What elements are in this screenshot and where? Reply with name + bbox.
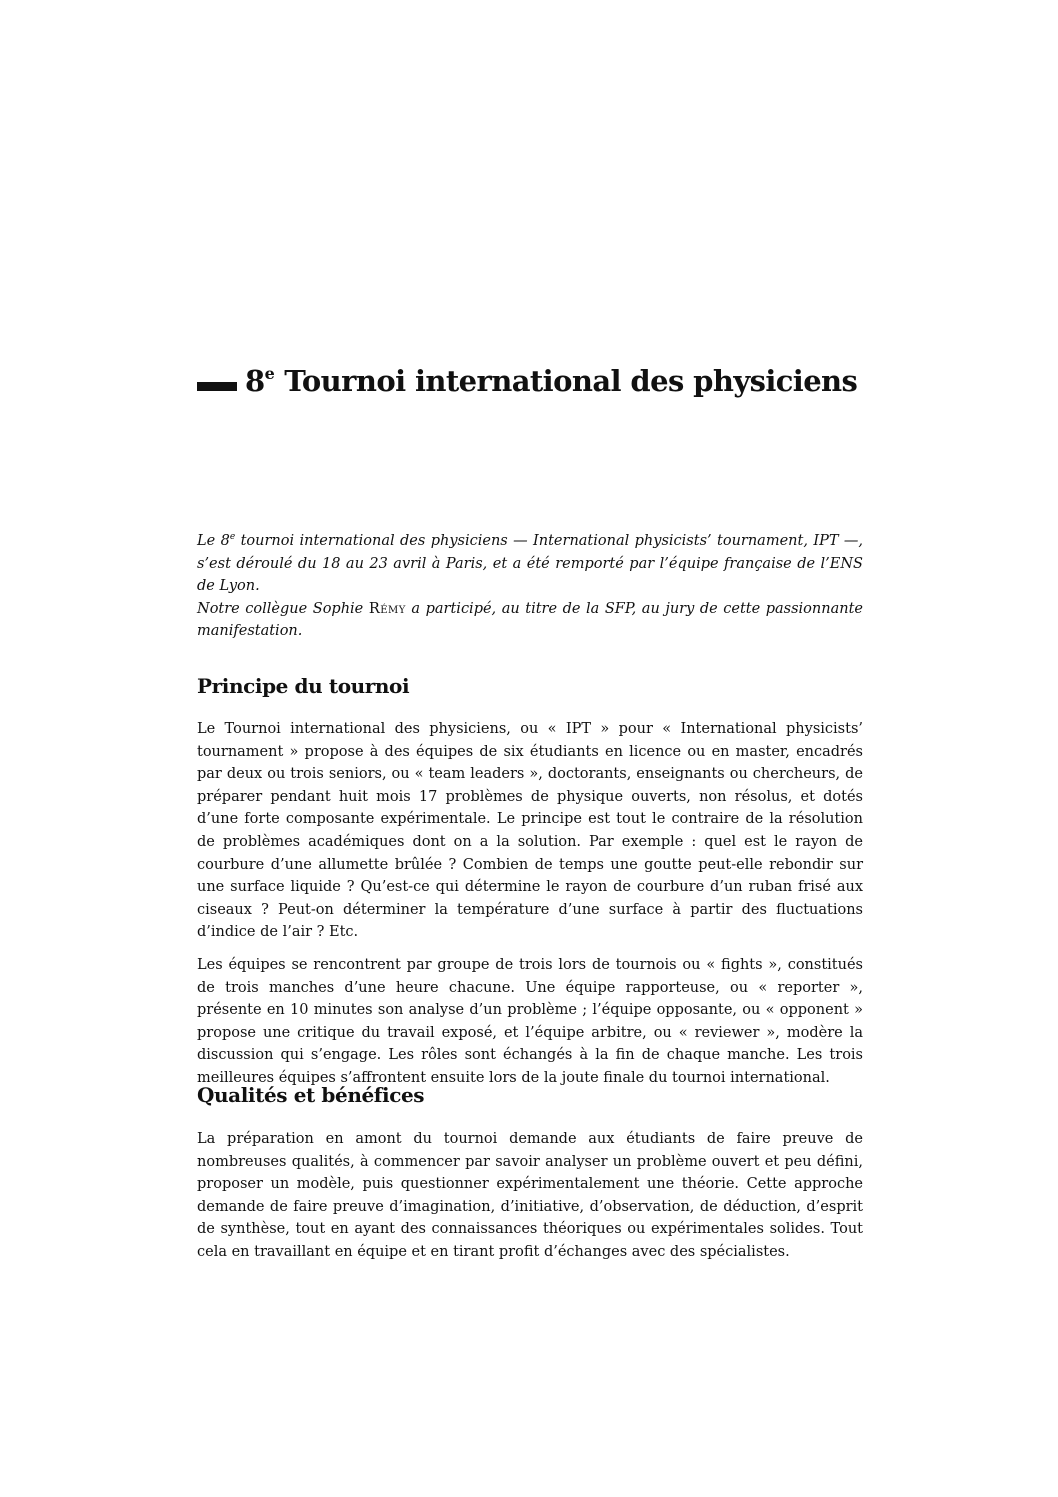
intro-p1-start: Le 8	[197, 533, 230, 549]
title-number: 8	[245, 364, 265, 398]
intro-p2-start: Notre collègue Sophie	[197, 600, 369, 617]
title-superscript: e	[264, 364, 275, 383]
section-heading-qualites: Qualités et bénéfices	[197, 1083, 425, 1107]
intro-p1-superscript: e	[229, 532, 236, 542]
title-bar-decoration	[197, 382, 237, 391]
intro-block	[197, 526, 863, 643]
section-qualites-paragraph-1: La préparation en amont du tournoi demande aux étudiants de faire preuve de nombreuses qualités, à commencer par savoir analyser un problème ouvert et peu défini, proposer un modèle, puis questionner expérimentalement une théorie. Cette approche demande de faire preuve d’imagination, d’initiative, d’observation, de déduction, d’esprit de synthèse, tout en ayant des connaissances théoriques ou expérimentales solides. Tout cela en travaillant en équipe et en tirant profit d’échanges avec des spécialistes.	[197, 1131, 863, 1260]
section-principe-paragraph-1: Le Tournoi international des physiciens, ou « IPT » pour « International physicists’ tournament » propose à des équipes de six étudiants en licence ou en master, encadrés par deux ou trois seniors, ou « team leaders », doctorants, enseignants ou chercheurs, de préparer pendant huit mois 17 problèmes de physique ouverts, non résolus, et dotés d’une forte composante expérimentale. Le principe est tout le contraire de la résolution de problèmes académiques dont on a la solution. Par exemple : quel est le rayon de courbure d’une allumette brûlée ? Combien de temps une goutte peut-elle rebondir sur une surface liquide ? Qu’est-ce qui détermine le rayon de courbure d’un ruban frisé aux ciseaux ? Peut-on déterminer la température d’une surface à partir des fluctuations d’indice de l’air ? Etc.	[197, 721, 863, 941]
intro-p1-rest: tournoi international des physiciens — International physicists’ tournament, IPT —, s’est déroulé du 18 au 23 avril à Paris, et a été remporté par l’équipe française de l’ENS de Lyon.	[197, 533, 864, 595]
section-principe-paragraph-2: Les équipes se rencontrent par groupe de trois lors de tournois ou « fights », constitués de trois manches d’une heure chacune. Une équipe rapporteuse, ou « reporter », présente en 10 minutes son analyse d’un problème ; l’équipe opposante, ou « opponent » propose une critique du travail exposé, et l’équipe arbitre, ou « reviewer », modère la discussion qui s’engage. Les rôles sont échangés à la fin de chaque manche. Les trois meilleures équipes s’affrontent ensuite lors de la joute finale du tournoi international.	[197, 956, 863, 1086]
section-qualites-body	[197, 1128, 863, 1264]
intro-p2-name: Rémy	[368, 600, 406, 617]
title-text: Tournoi international des physiciens	[284, 364, 858, 398]
title-row	[197, 364, 877, 399]
intro-paragraph-2	[197, 598, 863, 643]
intro-p2-rest: a participé, au titre de la SFP, au jury de cette passionnante manifestation.	[197, 600, 863, 640]
section-principe-body	[197, 718, 863, 1090]
intro-paragraph-1	[197, 526, 863, 598]
page-title	[245, 364, 857, 399]
section-heading-principe: Principe du tournoi	[197, 674, 410, 698]
